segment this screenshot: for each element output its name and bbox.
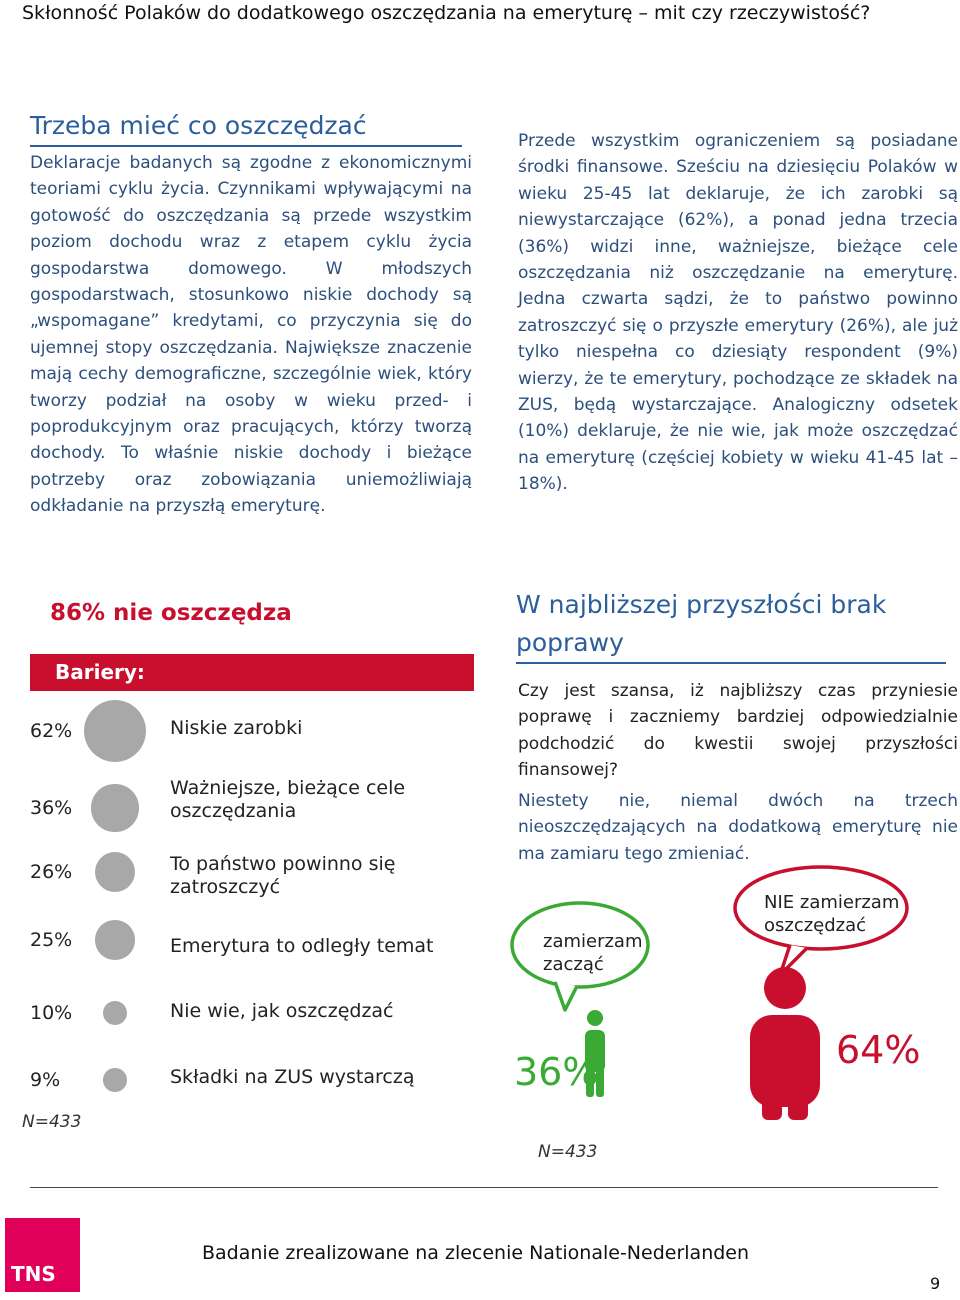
barriers-label: Bariery: — [55, 660, 145, 684]
sample-size-note: N=433 — [538, 1142, 598, 1162]
section-heading-right: W najbliższej przyszłości brak poprawy — [516, 590, 887, 657]
answer-text: Niestety nie, niemal dwóch na trzech nieoszczędzających na dodatkową emeryturę nie ma zamiaru tego zmieniać. — [518, 791, 958, 864]
barrier-percentage: 25% — [30, 929, 73, 951]
running-header: Skłonność Polaków do dodatkowego oszczędzania na emeryturę – mit czy rzeczywistość? — [22, 2, 871, 24]
barrier-dot — [95, 852, 135, 892]
barrier-label: Ważniejsze, bieżące cele oszczędzania — [170, 777, 406, 822]
barrier-label: Nie wie, jak oszczędzać — [170, 1000, 394, 1022]
red-bubble-label: NIE zamierzam oszczędzać — [764, 892, 900, 936]
footer-rule — [30, 1187, 938, 1188]
logo-text: TNS — [11, 1262, 56, 1286]
paragraph-text: Deklaracje badanych są zgodne z ekonomicznymi teoriami cyklu życia. Czynnikami wpływającymi na gotowość do oszczędzania są przede wszystkim poziom dochodu wraz z etapem cyklu życia gospodarstwa domowego. W młodszych gospodarstwach, stosunkowo niskie dochody są „wspomagane” kredytami, co przyczynia się do ujemnej stopy oszczędzania. Największe znaczenie mają cechy demograficzne, szczególnie wiek, który tworzy podział na osoby w wieku przed- i poprodukcyjnym oraz pracujących, którzy tworzą dochody. To właśnie niskie dochody i bieżące potrzeby oraz zobowiązania uniemożliwiają odkładanie na przyszłą emeryturę. — [30, 153, 472, 517]
sample-size-note: N=433 — [22, 1112, 82, 1132]
green-percentage: 36% — [514, 1050, 599, 1094]
barrier-dot — [95, 920, 134, 959]
barrier-percentage: 26% — [30, 861, 73, 883]
tns-logo — [5, 1218, 80, 1292]
barrier-dot — [103, 1068, 127, 1092]
barrier-label: Składki na ZUS wystarczą — [170, 1066, 415, 1088]
footer-text: Badanie zrealizowane na zlecenie Nationale-Nederlanden — [202, 1242, 750, 1264]
heading-rule — [516, 662, 946, 664]
barrier-dot — [91, 784, 138, 831]
barrier-label: Emerytura to odległy temat — [170, 935, 434, 957]
answer-paragraph — [518, 788, 958, 867]
body-paragraph-right — [518, 128, 958, 498]
question-text: Czy jest szansa, iż najbliższy czas przyniesie poprawę i zaczniemy bardziej odpowiedzialnie podchodzić do kwestii swojej przyszłości finansowej? — [518, 681, 958, 781]
barrier-dot — [103, 1001, 128, 1026]
green-bubble-label: zamierzam zacząć — [543, 931, 643, 975]
barrier-percentage: 10% — [30, 1002, 73, 1024]
section-heading: Trzeba mieć co oszczędzać — [30, 111, 367, 140]
barrier-label: Niskie zarobki — [170, 717, 303, 739]
stat-title: 86% nie oszczędza — [50, 600, 292, 626]
barrier-percentage: 36% — [30, 797, 73, 819]
barrier-dot — [84, 700, 146, 762]
heading-rule — [30, 145, 462, 147]
barrier-label: To państwo powinno się zatroszczyć — [170, 853, 396, 898]
person-icon — [750, 967, 820, 1120]
paragraph-text: Przede wszystkim ograniczeniem są posiadane środki finansowe. Sześciu na dziesięciu Polaków w wieku 25-45 lat deklaruje, że ich zarobki są niewystarczające (62%), a ponad jedna trzecia (36%) widzi inne, ważniejsze, bieżące cele oszczędzania niż oszczędzanie na emeryturę. Jedna czwarta sądzi, że to państwo powinno zatroszczyć się o przyszłe emerytury (26%), ale już tylko niespełna co dziesiąty respondent (9%) wierzy, że te emerytury, pochodzące ze składek na ZUS, będą wystarczające. Analogiczny odsetek (10%) deklaruje, że nie wie, jak może oszczędzać na emeryturę (częściej kobiety w wieku 41-45 lat – 18%). — [518, 131, 958, 495]
red-percentage: 64% — [836, 1028, 921, 1072]
barrier-percentage: 62% — [30, 720, 73, 742]
barrier-percentage: 9% — [30, 1069, 61, 1091]
body-paragraph — [30, 150, 472, 520]
question-paragraph — [518, 678, 958, 784]
page-number: 9 — [930, 1274, 941, 1293]
